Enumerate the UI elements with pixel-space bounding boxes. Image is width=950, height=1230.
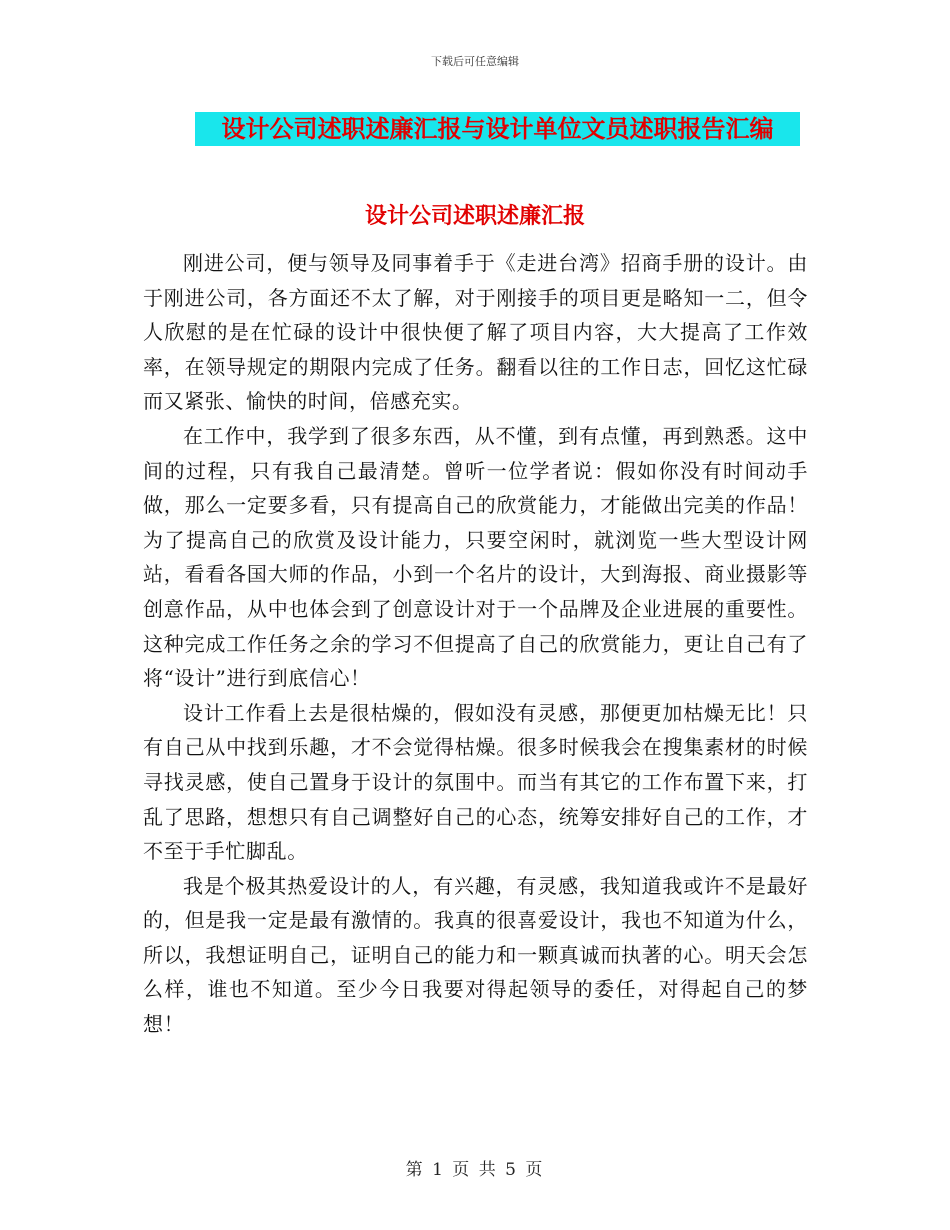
body-text	[143, 246, 808, 1042]
paragraph-3: 设计工作看上去是很枯燥的，假如没有灵感，那便更加枯燥无比！只有自己从中找到乐趣，才不会觉得枯燥。很多时候我会在搜集素材的时候寻找灵感，使自己置身于设计的氛围中。而当有其它的工作布置下来，打乱了思路，想想只有自己调整好自己的心态，统筹安排好自己的工作，才不至于手忙脚乱。	[143, 700, 808, 864]
paragraph-4: 我是个极其热爱设计的人，有兴趣，有灵感，我知道我或许不是最好的，但是我一定是最有激情的。我真的很喜爱设计，我也不知道为什么，所以，我想证明自己，证明自己的能力和一颗真诚而执著的心。明天会怎么样，谁也不知道。至少今日我要对得起领导的委任，对得起自己的梦想！	[143, 873, 808, 1037]
document-title: 设计公司述职述廉汇报与设计单位文员述职报告汇编	[221, 115, 774, 143]
section-title: 设计公司述职述廉汇报	[364, 204, 585, 229]
paragraph-1: 刚进公司，便与领导及同事着手于《走进台湾》招商手册的设计。由于刚进公司，各方面还不太了解，对于刚接手的项目更是略知一二，但令人欣慰的是在忙碌的设计中很快便了解了项目内容，大大提高了工作效率，在领导规定的期限内完成了任务。翻看以往的工作日志，回忆这忙碌而又紧张、愉快的时间，倍感充实。	[143, 251, 808, 414]
header-note: 下载后可任意编辑	[431, 55, 519, 68]
paragraph-2: 在工作中，我学到了很多东西，从不懂，到有点懂，再到熟悉。这中间的过程，只有我自己最清楚。曾听一位学者说：假如你没有时间动手做，那么一定要多看，只有提高自己的欣赏能力，才能做出完美的作品！为了提高自己的欣赏及设计能力，只要空闲时，就浏览一些大型设计网站，看看各国大师的作品，小到一个名片的设计，大到海报、商业摄影等创意作品，从中也体会到了创意设计对于一个品牌及企业进展的重要性。这种完成工作任务之余的学习不但提高了自己的欣赏能力，更让自己有了将“设计”进行到底信心！	[143, 423, 808, 691]
page-footer: 第 1 页 共 5 页	[405, 1160, 545, 1180]
